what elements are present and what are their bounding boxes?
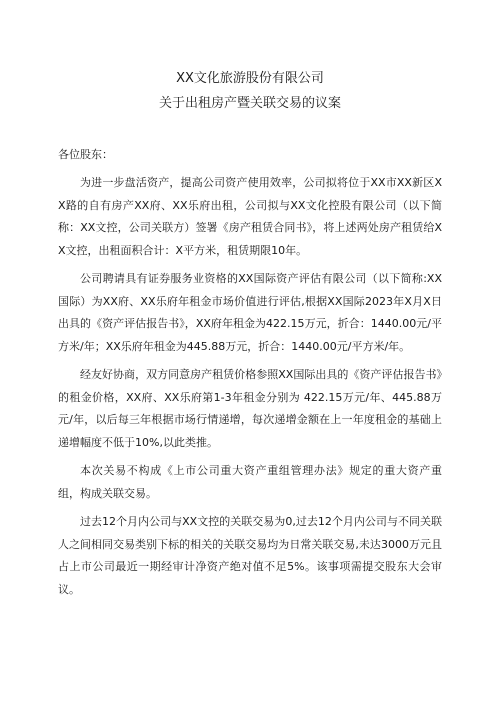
company-title: XX文化旅游股份有限公司 [176,71,324,86]
greeting: 各位股东： [58,148,113,161]
paragraph-3: 经友好协商，双方同意房产租赁价格参照XX国际出具的《资产评估报告书》的租金价格，XX府、XX乐府第1-3年租金分别为 422.15万元/年、445.88万元/年，以后每三年根据市场行情递增，每次递增金额在上一年度租金的基础上递增幅度不低于10%,以此类推。 [58,368,442,449]
paragraph-4: 本次关易不构成《上市公司重大资产重组管理办法》规定的重大资产重组，构成关联交易。 [58,464,442,500]
paragraph-2: 公司聘请具有证券服务业资格的XX国际资产评估有限公司（以下简称:XX国际）为XX府、XX乐府年租金市场价值进行评估,根据XX国际2023年X月X日出具的《资产评估报告书》，XX府年租金为422.15万元，折合：1440.00元/平方米/年；XX乐府年租金为445.88万元，折合：1440.00元/平方米/年。 [58,272,442,353]
paragraph-1: 为进一步盘活资产，提高公司资产使用效率，公司拟将位于XX市XX新区XX路的自有房产XX府、XX乐府出租，公司拟与XX文化控股有限公司（以下简称：XX文控，公司关联方）签署《房产租赁合同书》，将上述两处房产租赁给XX文控，出租面积合计：X平方米，租赁期限10年。 [58,176,442,257]
paragraph-5: 过去12个月内公司与XX文控的关联交易为0,过去12个月内公司与不同关联人之间相同交易类别下标的相关的关联交易均为日常关联交易,未达3000万元且占上市公司最近一期经审计净资产绝对值不足5%。该事项需提交股东大会审议。 [58,515,442,596]
proposal-title: 关于出租房产暨关联交易的议案 [158,96,341,111]
